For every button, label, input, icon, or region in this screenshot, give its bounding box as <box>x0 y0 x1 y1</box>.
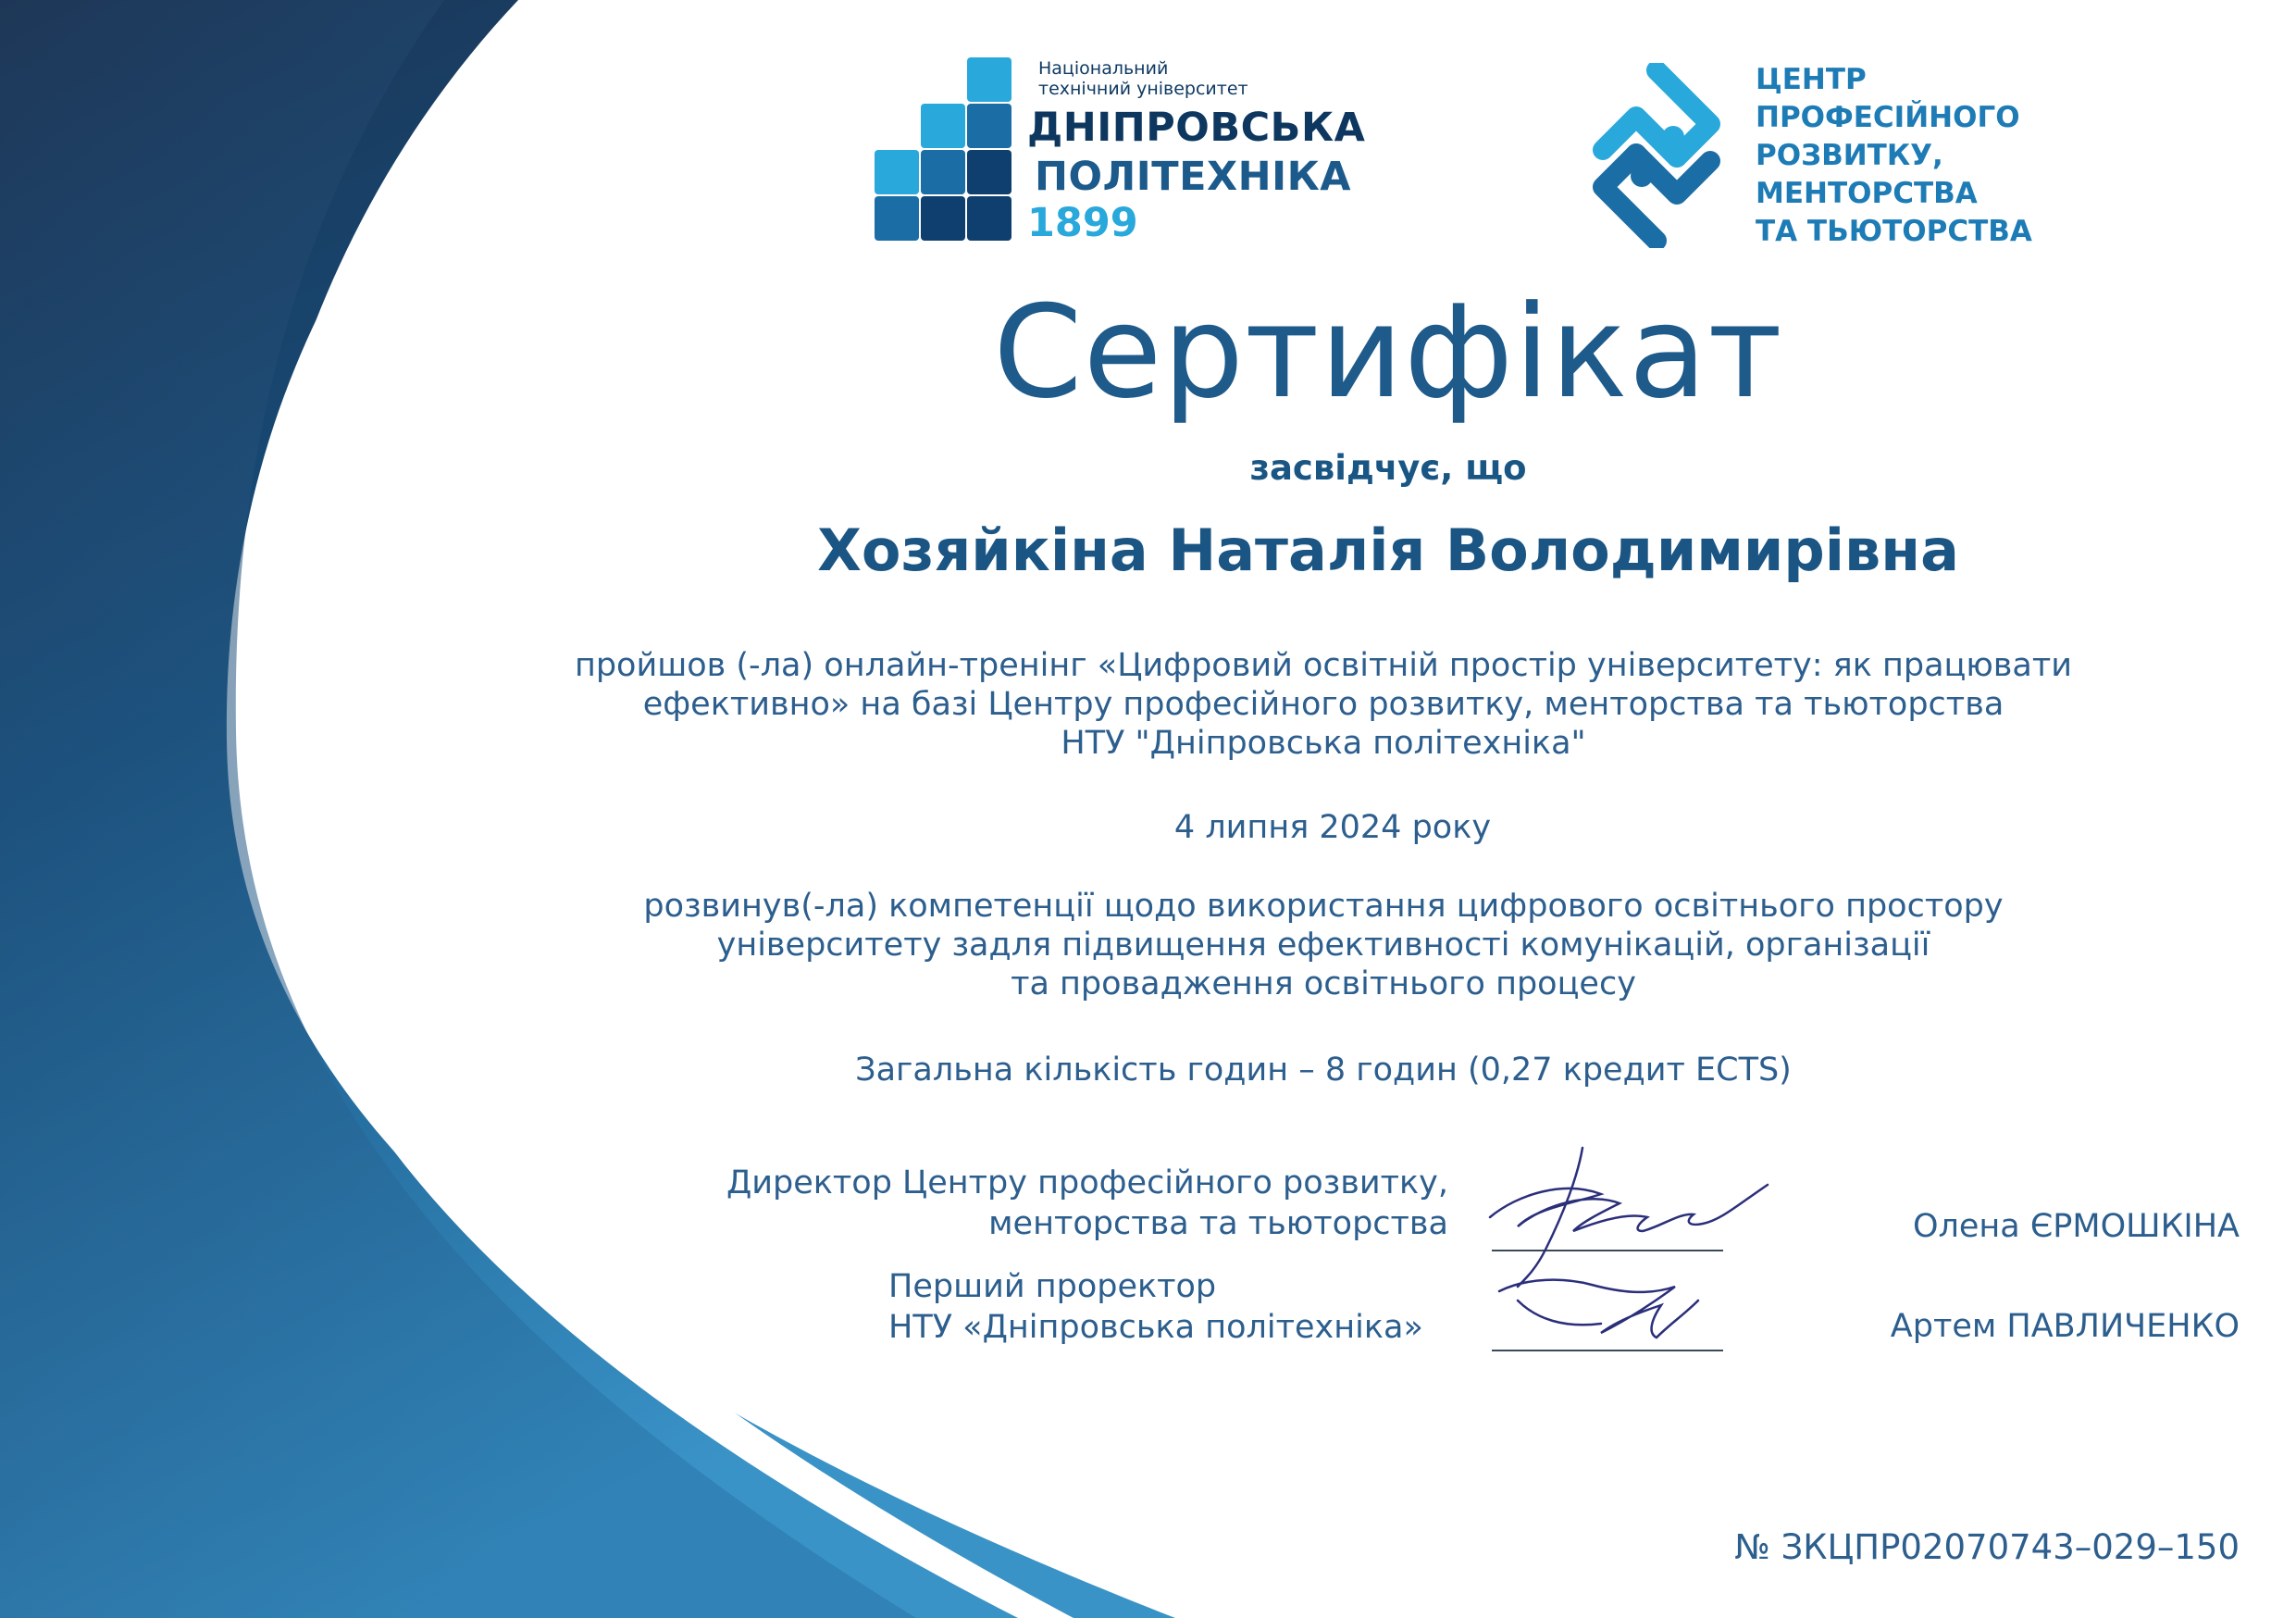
centre-name-line: РОЗВИТКУ, <box>1756 139 1943 172</box>
university-name-line2: ПОЛІТЕХНІКА <box>1035 154 1352 200</box>
university-subtitle: Національний технічний університет <box>1038 58 1248 99</box>
director-title: Директор Центру професійного розвитку, менторства та тьюторства <box>726 1164 1448 1242</box>
centre-name-line: МЕНТОРСТВА <box>1756 177 1978 210</box>
training-date: 4 липня 2024 року <box>1173 809 1492 846</box>
university-name-line1: ДНІПРОВСЬКА <box>1027 105 1366 151</box>
university-year: 1899 <box>1027 200 1138 246</box>
director-signature <box>1490 1185 1768 1231</box>
wave-inner-tone <box>0 0 916 1618</box>
interlocking-people-icon <box>1592 63 1721 248</box>
total-hours: Загальна кількість годин – 8 годин (0,27 кредит ECTS) <box>855 1052 1792 1089</box>
certificate-number: № ЗКЦПР02070743–029–150 <box>1734 1527 2240 1567</box>
prorector-title: Перший проректор НТУ «Дніпровська політехніка» <box>888 1268 1423 1346</box>
centre-name <box>1756 61 2032 251</box>
certificate-title: Сертифікат <box>993 278 1783 427</box>
director-name: Олена ЄРМОШКІНА <box>1912 1208 2240 1245</box>
handwritten-signatures <box>1462 1139 1777 1361</box>
prorector-name: Артем ПАВЛИЧЕНКО <box>1890 1308 2240 1345</box>
certifies-text: засвідчує, що <box>1249 448 1527 488</box>
centre-name-line: ПРОФЕСІЙНОГО <box>1756 101 2020 134</box>
director-signature-stroke <box>1518 1148 1582 1287</box>
training-description: пройшов (-ла) онлайн-тренінг «Цифровий освітній простір університету: як працювати ефективно» на базі Центру професійного розвитку, менторства та тьюторства НТУ "Дніпровська політехніка" <box>574 647 2073 762</box>
recipient-name: Хозяйкіна Наталія Володимирівна <box>817 517 1959 584</box>
centre-name-line: ТА ТЬЮТОРСТВА <box>1756 215 2032 248</box>
competence-description: розвинув(-ла) компетенції щодо використання цифрового освітнього простору університету задля підвищення ефективності комунікацій, організації та провадження освітнього процесу <box>643 888 2004 1002</box>
centre-name-line: ЦЕНТР <box>1756 63 1867 96</box>
prorector-signature-stroke <box>1518 1301 1601 1325</box>
